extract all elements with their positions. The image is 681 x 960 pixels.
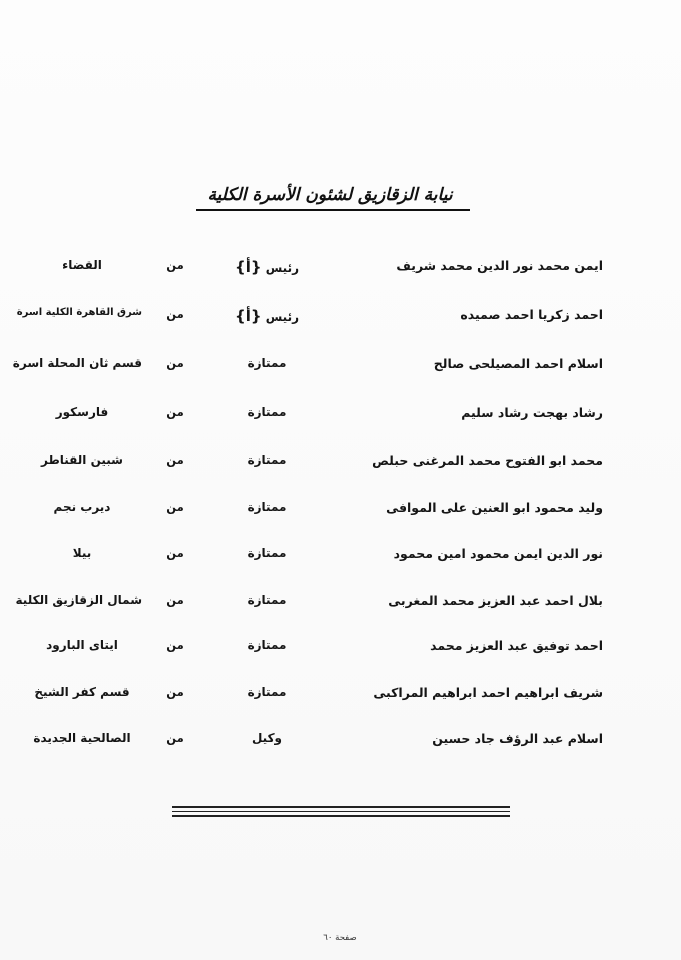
member-name: نور الدين ايمن محمود امين محمود	[393, 546, 603, 561]
member-name: وليد محمود ابو العنين على الموافى	[386, 500, 603, 515]
list-item	[0, 500, 681, 524]
list-item	[0, 731, 681, 755]
list-item	[0, 405, 681, 429]
member-name: شريف ابراهيم احمد ابراهيم المراكبى	[373, 685, 603, 700]
separator-line-bottom	[172, 815, 510, 817]
member-rank: ممتازة	[247, 500, 287, 514]
from-label: من	[166, 405, 184, 419]
from-label: من	[166, 453, 184, 467]
list-item	[0, 307, 681, 331]
member-name: اسلام احمد المصيلحى صالح	[433, 356, 603, 371]
member-rank	[222, 258, 312, 276]
list-item	[0, 356, 681, 380]
from-label: من	[166, 258, 184, 272]
list-item	[0, 546, 681, 570]
list-item	[0, 258, 681, 282]
separator-line-top	[172, 806, 510, 808]
member-rank: ممتازة	[247, 593, 287, 607]
previous-post: شبين القناطر	[40, 453, 123, 467]
rank-label: رئيس	[265, 261, 299, 275]
member-rank: ممتازة	[247, 356, 287, 370]
member-rank: ممتازة	[247, 453, 287, 467]
from-label: من	[166, 731, 184, 745]
member-name: بلال احمد عبد العزيز محمد المغربى	[388, 593, 603, 608]
previous-post: شرق القاهرة الكلية اسرة	[16, 307, 142, 318]
previous-post: الصالحية الجديدة	[33, 731, 131, 745]
member-name: احمد زكريا احمد صميده	[460, 307, 603, 322]
member-name: احمد توفيق عبد العزيز محمد	[430, 638, 603, 653]
list-item	[0, 685, 681, 709]
rank-label: رئيس	[265, 310, 299, 324]
member-rank: ممتازة	[247, 546, 287, 560]
previous-post: فارسكور	[55, 405, 109, 419]
member-rank: ممتازة	[247, 405, 287, 419]
from-label: من	[166, 546, 184, 560]
list-item	[0, 638, 681, 662]
previous-post: ايتاى البارود	[46, 638, 118, 652]
previous-post: بيلا	[72, 546, 92, 560]
from-label: من	[166, 500, 184, 514]
previous-post: قسم كفر الشيخ	[34, 685, 130, 699]
member-name: رشاد بهجت رشاد سليم	[461, 405, 603, 420]
rank-grade: {أ}	[235, 258, 262, 276]
member-rank: وكيل	[251, 731, 283, 745]
member-rank	[222, 307, 312, 325]
page-title: نيابة الزقازيق لشئون الأسرة الكلية	[207, 185, 453, 205]
member-name: محمد ابو الفتوح محمد المرغنى حبلص	[372, 453, 603, 468]
from-label: من	[166, 685, 184, 699]
member-rank: ممتازة	[247, 685, 287, 699]
member-name: اسلام عبد الرؤف جاد حسين	[432, 731, 603, 746]
from-label: من	[166, 638, 184, 652]
from-label: من	[166, 593, 184, 607]
separator-line-mid	[172, 811, 510, 812]
previous-post: قسم ثان المحلة اسرة	[12, 356, 142, 370]
previous-post: القضاء	[62, 258, 102, 272]
page-number: صفحة ٦٠	[323, 933, 357, 943]
title-underline	[196, 209, 470, 211]
from-label: من	[166, 307, 184, 321]
member-rank: ممتازة	[247, 638, 287, 652]
list-item	[0, 453, 681, 477]
previous-post: ديرب نجم	[53, 500, 111, 514]
rank-grade: {أ}	[235, 307, 262, 325]
previous-post: شمال الزقازيق الكلية	[15, 593, 142, 607]
from-label: من	[166, 356, 184, 370]
member-name: ايمن محمد نور الدين محمد شريف	[396, 258, 603, 273]
list-item	[0, 593, 681, 617]
